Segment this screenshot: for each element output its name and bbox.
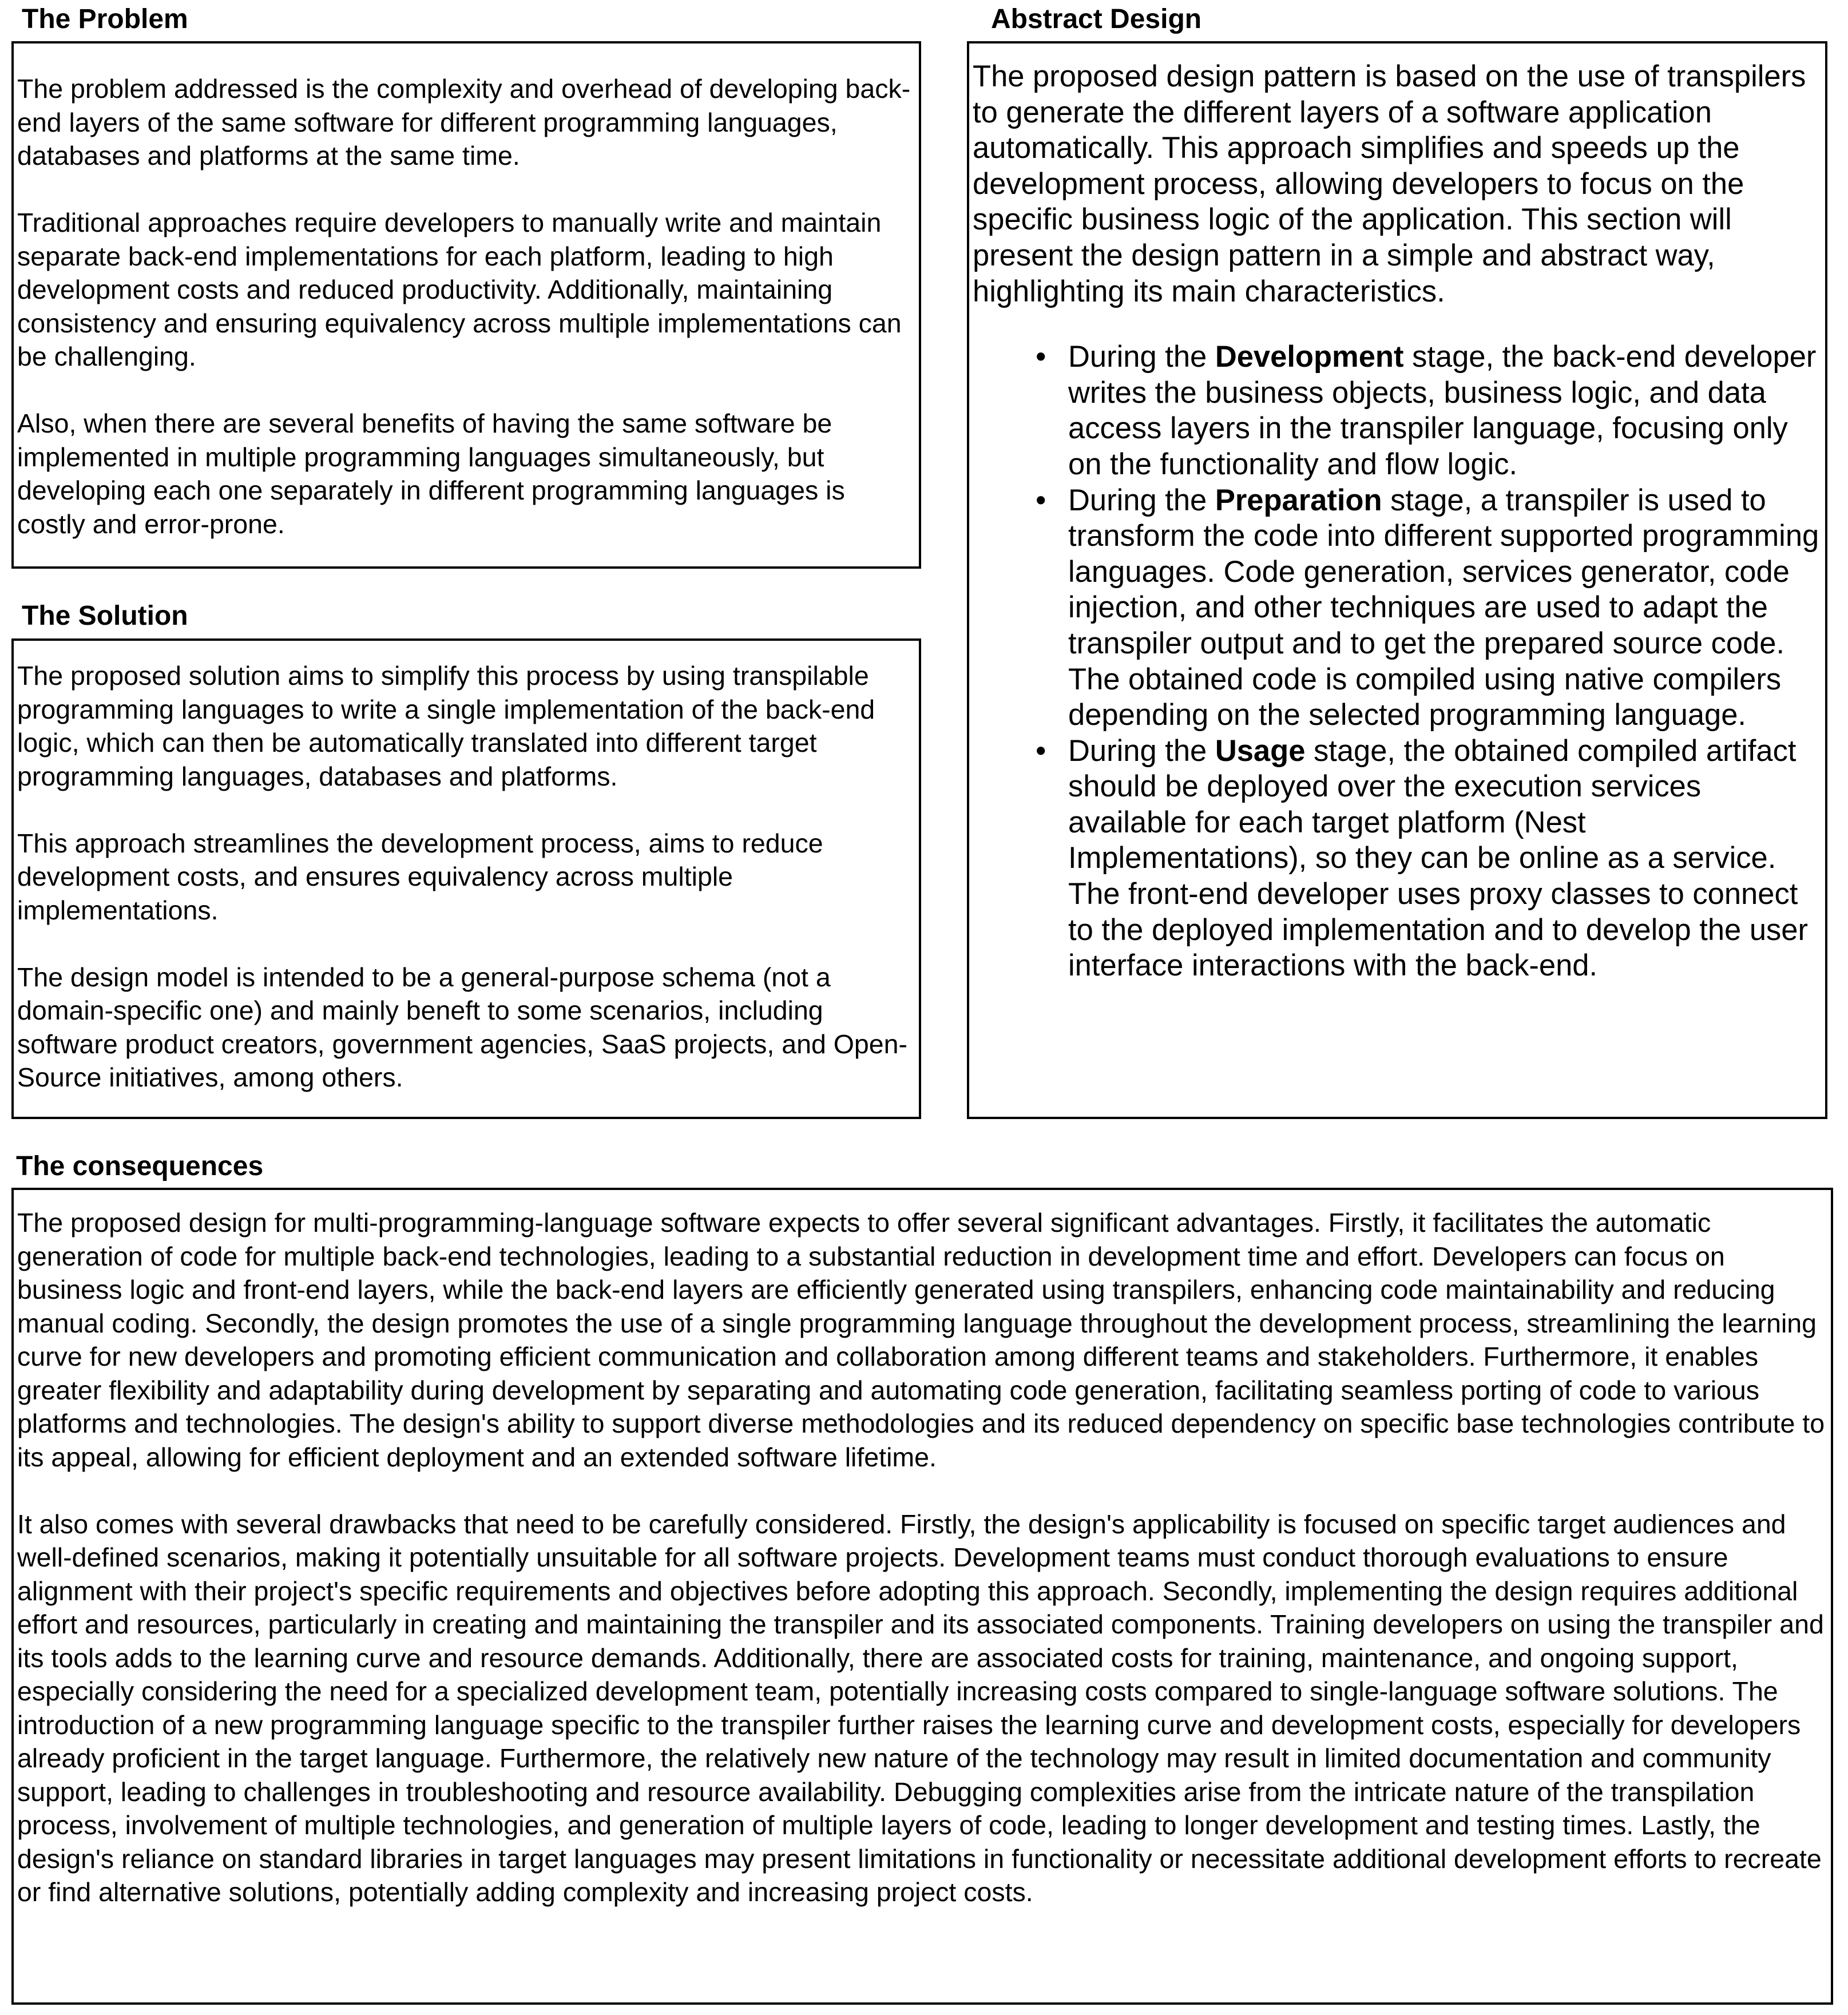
solution-box — [11, 638, 921, 1119]
paragraph-spacer — [17, 173, 915, 207]
solution-title: The Solution — [22, 601, 188, 631]
problem-paragraph: Also, when there are several benefits of having the same software be implemented in multiple programming languages simultaneously, but developing each one separately in different programming languages is costly and error-prone. — [17, 408, 845, 539]
abstract-title: Abstract Design — [991, 4, 1202, 34]
problem-box — [11, 41, 921, 569]
stage-item-development — [1036, 339, 1822, 482]
paragraph-spacer — [17, 1474, 1827, 1508]
stage-prefix: During the — [1068, 340, 1215, 374]
bullet-icon: • — [1036, 733, 1046, 768]
solution-paragraph: The design model is intended to be a general-purpose schema (not a domain-specific one) and mainly beneft to some scenarios, including software product creators, government agencies, SaaS projects, and Open-Source initiatives, among others. — [17, 962, 908, 1092]
consequences-box — [11, 1188, 1833, 2005]
stage-item-preparation — [1036, 483, 1822, 733]
stage-prefix: During the — [1068, 733, 1215, 768]
stage-item-usage — [1036, 733, 1822, 984]
stage-text: stage, the obtained compiled artifact should be deployed over the execution services available for each target platform (Nest Implementations), so they can be online as a service. The front-end developer uses proxy classes to connect to the deployed implementation and to develop the user interface interactions with the back-end. — [1068, 733, 1808, 983]
consequences-paragraph: The proposed design for multi-programming-language software expects to offer several significant advantages. Firstly, it facilitates the automatic generation of code for multiple back-end technologies, leading to a substantial reduction in development time and effort. Developers can focus on business logic and front-end layers, while the back-end layers are efficiently generated using transpilers, enhancing code maintainability and reducing manual coding. Secondly, the design promotes the use of a single programming language throughout the development process, streamlining the learning curve for new developers and promoting efficient communication and collaboration among different teams and stakeholders. Furthermore, it enables greater flexibility and adaptability during development by separating and automating code generation, facilitating seamless porting of code to various platforms and technologies. The design's ability to support diverse methodologies and its reduced dependency on specific base technologies contribute to its appeal, allowing for efficient deployment and an extended software lifetime. — [17, 1208, 1825, 1472]
problem-paragraph: The problem addressed is the complexity and overhead of developing back-end layers of the same software for different programming languages, databases and platforms at the same time. — [17, 74, 911, 170]
paragraph-spacer — [17, 927, 915, 961]
paragraph-spacer — [17, 793, 915, 827]
bullet-icon: • — [1036, 340, 1046, 374]
consequences-title: The consequences — [16, 1151, 264, 1181]
abstract-intro: The proposed design pattern is based on the use of transpilers to generate the different layers of a software application automatically. This approach simplifies and speeds up the development process, allowing developers to focus on the specific business logic of the application. This section will present the design pattern in a simple and abstract way, highlighting its main characteristics. — [973, 60, 1806, 308]
stage-name: Development — [1215, 340, 1404, 374]
bullet-icon: • — [1036, 483, 1046, 517]
problem-title: The Problem — [22, 4, 188, 34]
stage-prefix: During the — [1068, 483, 1215, 517]
stage-name: Usage — [1215, 733, 1306, 768]
problem-paragraph: Traditional approaches require developers to manually write and maintain separate back-end implementations for each platform, leading to high development costs and reduced productivity. Additionally, maintaining consistency and ensuring equivalency across multiple implementations can be challenging. — [17, 208, 902, 371]
stage-text: stage, the back-end developer writes the business objects, business logic, and data access layers in the transpiler language, focusing only on the functionality and flow logic. — [1068, 340, 1817, 481]
stage-name: Preparation — [1215, 483, 1382, 517]
solution-paragraph: The proposed solution aims to simplify this process by using transpilable programming languages to write a single implementation of the back-end logic, which can then be automatically translated into different target programming languages, databases and platforms. — [17, 661, 875, 791]
stage-list — [973, 339, 1822, 984]
paragraph-spacer — [17, 374, 915, 407]
stage-text: stage, a transpiler is used to transform the code into different supported programming languages. Code generation, services generator, code injection, and other techniques are used to adapt the transpiler output and to get the prepared source code. The obtained code is compiled using native compilers depending on the selected programming language. — [1068, 483, 1819, 732]
solution-paragraph: This approach streamlines the development process, aims to reduce development costs, and ensures equivalency across multiple implementations. — [17, 828, 823, 925]
abstract-box — [967, 41, 1827, 1119]
consequences-paragraph: It also comes with several drawbacks that need to be carefully considered. Firstly, the design's applicability is focused on specific target audiences and well-defined scenarios, making it potentially unsuitable for all software projects. Development teams must conduct thorough evaluations to ensure alignment with their project's specific requirements and objectives before adopting this approach. Secondly, implementing the design requires additional effort and resources, particularly in creating and maintaining the transpiler and its associated components. Training developers on using the transpiler and its tools adds to the learning curve and resource demands. Additionally, there are associated costs for training, maintenance, and ongoing support, especially considering the need for a specialized development team, potentially increasing costs compared to single-language software solutions. The introduction of a new programming language specific to the transpiler further raises the learning curve and development costs, especially for developers already proficient in the target language. Furthermore, the relatively new nature of the technology may result in limited documentation and community support, leading to challenges in troubleshooting and resource availability. Debugging complexities arise from the intricate nature of the transpilation process, involvement of multiple technologies, and generation of multiple layers of code, leading to longer development and testing times. Lastly, the design's reliance on standard libraries in target languages may present limitations in functionality or necessitate additional development efforts to recreate or find alternative solutions, potentially adding complexity and increasing project costs. — [17, 1509, 1824, 1907]
